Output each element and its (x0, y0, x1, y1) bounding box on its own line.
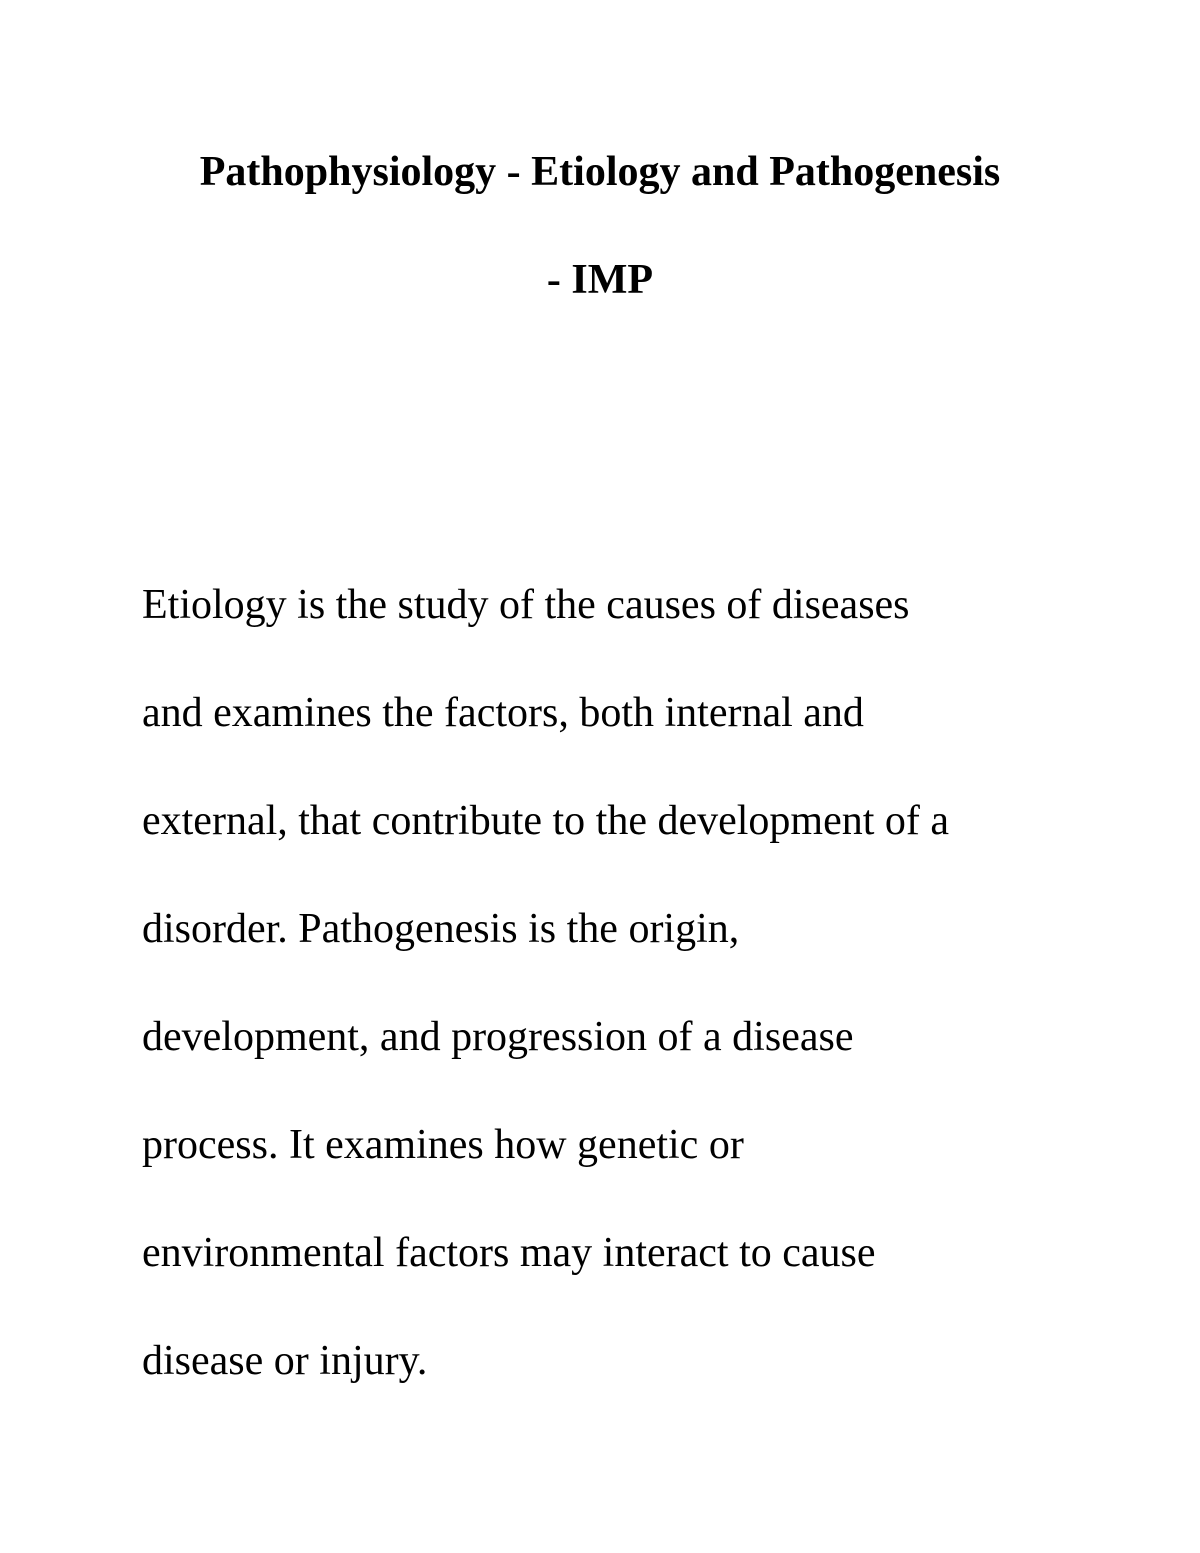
body-text-line: and examines the factors, both internal and (142, 690, 864, 736)
body-text-line: disease or injury. (142, 1338, 428, 1384)
body-text-line: process. It examines how genetic or (142, 1122, 744, 1168)
body-text-line: environmental factors may interact to cause (142, 1230, 876, 1276)
body-text-line: external, that contribute to the development of a (142, 798, 950, 844)
document-title-line-2: - IMP (546, 257, 654, 303)
body-text-line: Etiology is the study of the causes of diseases (142, 582, 910, 628)
document-title-line-1: Pathophysiology - Etiology and Pathogenesis (199, 149, 1001, 195)
body-text-line: disorder. Pathogenesis is the origin, (142, 906, 740, 952)
body-text-line: development, and progression of a disease (142, 1014, 854, 1060)
